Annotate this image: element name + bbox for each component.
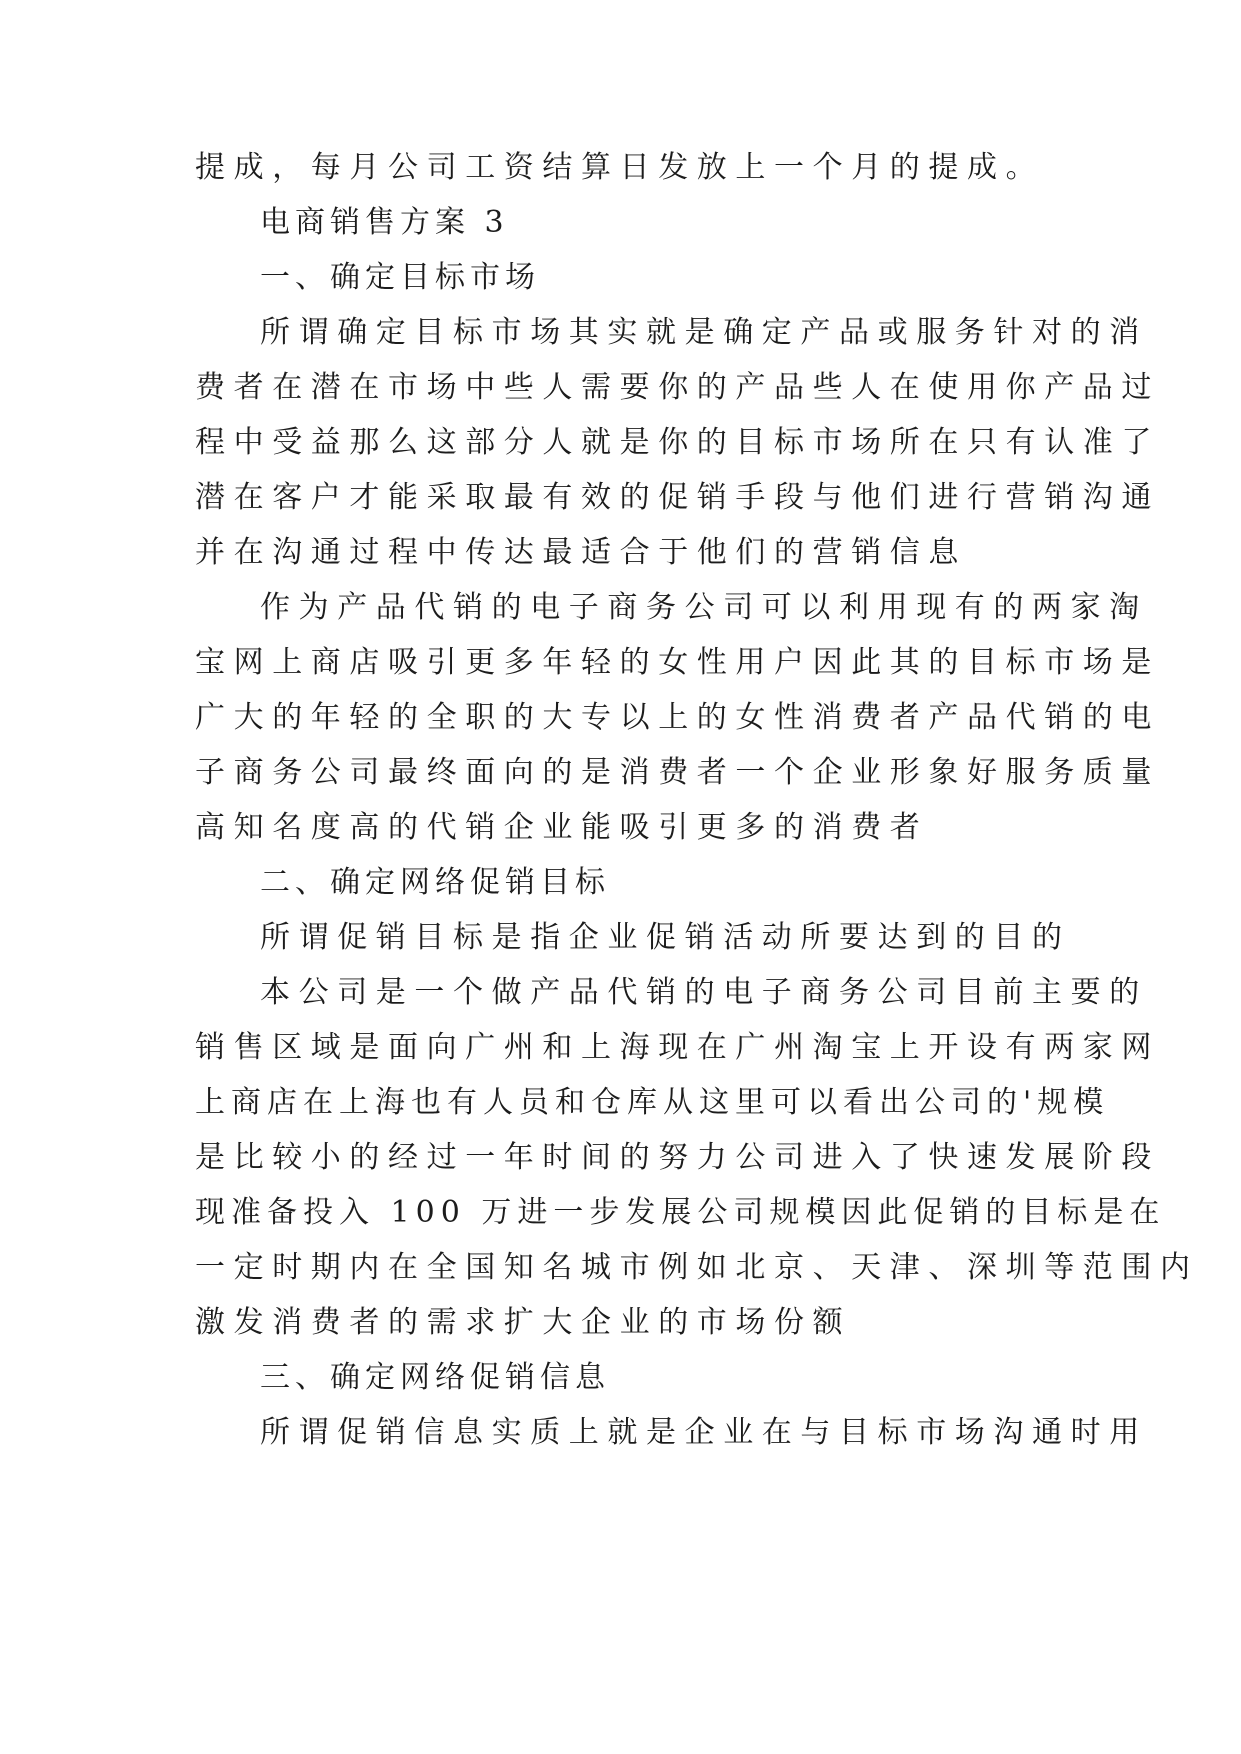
paragraph-line: 所谓促销目标是指企业促销活动所要达到的目的 [260, 920, 1071, 955]
paragraph-line: 程中受益那么这部分人就是你的目标市场所在只有认准了 [195, 425, 1160, 460]
paragraph-line: 广大的年轻的全职的大专以上的女性消费者产品代销的电 [195, 700, 1160, 735]
paragraph-line: 提成，每月公司工资结算日发放上一个月的提成。 [195, 150, 1045, 185]
paragraph-line: 宝网上商店吸引更多年轻的女性用户因此其的目标市场是 [195, 645, 1160, 680]
paragraph-line: 并在沟通过程中传达最适合于他们的营销信息 [195, 535, 967, 570]
paragraph-line: 作为产品代销的电子商务公司可以利用现有的两家淘 [260, 590, 1148, 625]
paragraph-line: 高知名度高的代销企业能吸引更多的消费者 [195, 810, 929, 845]
paragraph-line: 激发消费者的需求扩大企业的市场份额 [195, 1305, 852, 1340]
section-heading: 三、确定网络促销信息 [260, 1360, 610, 1395]
paragraph-line: 一定时期内在全国知名城市例如北京、天津、深圳等范围内 [195, 1250, 1199, 1285]
section-heading: 二、确定网络促销目标 [260, 865, 610, 900]
paragraph-line: 潜在客户才能采取最有效的促销手段与他们进行营销沟通 [195, 480, 1160, 515]
section-heading: 一、确定目标市场 [260, 260, 540, 295]
paragraph-line: 上商店在上海也有人员和仓库从这里可以看出公司的'规模 [195, 1085, 1110, 1120]
paragraph-line: 是比较小的经过一年时间的努力公司进入了快速发展阶段 [195, 1140, 1160, 1175]
paragraph-line: 现准备投入 100 万进一步发展公司规模因此促销的目标是在 [195, 1195, 1166, 1230]
paragraph-line: 所谓促销信息实质上就是企业在与目标市场沟通时用 [260, 1415, 1148, 1450]
paragraph-line: 子商务公司最终面向的是消费者一个企业形象好服务质量 [195, 755, 1160, 790]
section-title: 电商销售方案 3 [260, 205, 509, 240]
paragraph-line: 所谓确定目标市场其实就是确定产品或服务针对的消 [260, 315, 1148, 350]
paragraph-line: 费者在潜在市场中些人需要你的产品些人在使用你产品过 [195, 370, 1160, 405]
paragraph-line: 销售区域是面向广州和上海现在广州淘宝上开设有两家网 [195, 1030, 1160, 1065]
paragraph-line: 本公司是一个做产品代销的电子商务公司目前主要的 [260, 975, 1148, 1010]
